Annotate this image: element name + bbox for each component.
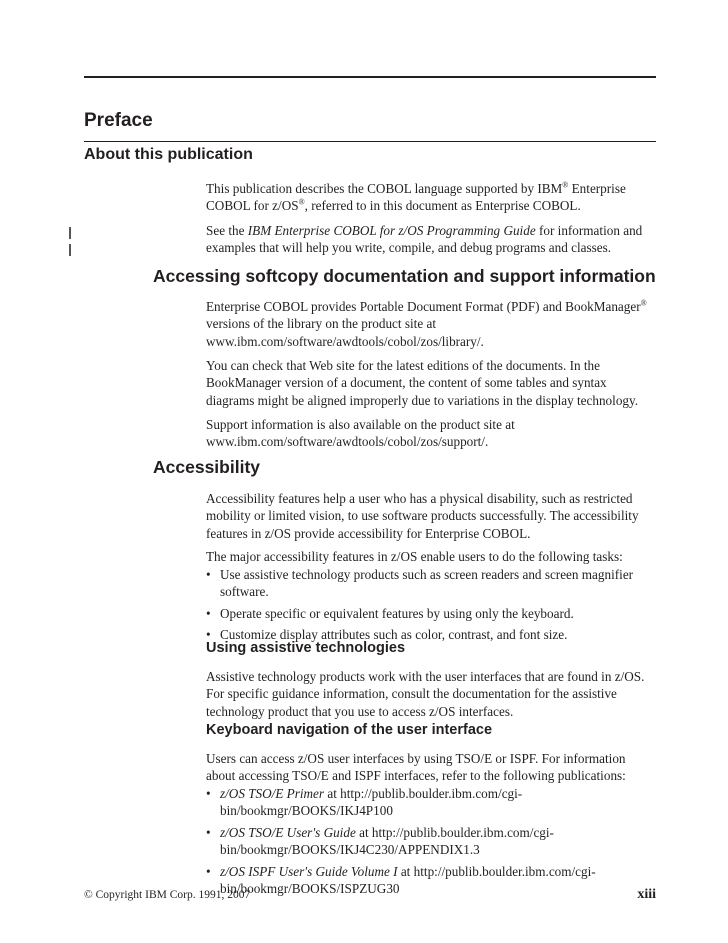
chapter-title: Preface <box>84 110 153 131</box>
publication-list <box>206 785 656 901</box>
keyboard-paragraph: Users can access z/OS user interfaces by using TSO/E or ISPF. For information about accessing TSO/E and ISPF interfaces, refer to the following publications: <box>206 751 626 784</box>
assistive-paragraph: Assistive technology products work with the user interfaces that are found in z/OS. For specific guidance information, consult the documentation for the assistive technology product that you use to access z/OS interfaces. <box>206 669 645 719</box>
softcopy-paragraph-3: Support information is also available on the product site at www.ibm.com/software/awdtools/cobol/zos/support/. <box>206 417 515 450</box>
keyboard-heading: Keyboard navigation of the user interface <box>206 722 493 738</box>
softcopy-heading: Accessing softcopy documentation and support information <box>153 266 656 286</box>
softcopy-paragraph-1: Enterprise COBOL provides Portable Document Format (PDF) and BookManager® versions of the library on the product site at www.ibm.com/software/awdtools/cobol/zos/library/. <box>206 298 647 349</box>
list-item: • z/OS TSO/E Primer at http://publib.boulder.ibm.com/cgi-bin/bookmgr/BOOKS/IKJ4P100 <box>206 786 523 819</box>
list-item: • z/OS ISPF User's Guide Volume I at http://publib.boulder.ibm.com/cgi-bin/bookmgr/BOOKS/ISPZUG30 <box>206 863 596 897</box>
revision-bar <box>69 244 71 256</box>
list-item: • z/OS TSO/E User's Guide at http://publib.boulder.ibm.com/cgi-bin/bookmgr/BOOKS/IKJ4C230/APPENDIX1.3 <box>206 824 554 858</box>
assistive-heading: Using assistive technologies <box>206 640 406 656</box>
revision-bar <box>69 227 71 239</box>
accessibility-task-list <box>206 566 656 648</box>
top-rule <box>84 76 656 78</box>
copyright-notice: © Copyright IBM Corp. 1991, 2007 <box>84 889 251 901</box>
section-rule <box>84 141 656 142</box>
about-paragraph-1: This publication describes the COBOL language supported by IBM® Enterprise COBOL for z/OS®, referred to in this document as Enterprise COBOL. <box>206 180 626 214</box>
list-item: • Use assistive technology products such as screen readers and screen magnifier software. <box>206 567 634 600</box>
list-item: • Customize display attributes such as color, contrast, and font size. <box>206 627 568 643</box>
page-number: xiii <box>637 887 656 902</box>
accessibility-heading: Accessibility <box>153 457 260 477</box>
list-item: • Operate specific or equivalent features by using only the keyboard. <box>206 605 574 621</box>
accessibility-paragraph-1: Accessibility features help a user who has a physical disability, such as restricted mobility or limited vision, to use software products successfully. The accessibility features in z/OS provide accessibility for Enterprise COBOL. <box>206 491 639 541</box>
about-heading: About this publication <box>84 146 253 163</box>
about-paragraph-2: See the IBM Enterprise COBOL for z/OS Programming Guide for information and examples that will help you write, compile, and debug programs and classes. <box>206 223 643 256</box>
accessibility-paragraph-2: The major accessibility features in z/OS enable users to do the following tasks: <box>206 549 623 564</box>
softcopy-paragraph-2: You can check that Web site for the latest editions of the documents. In the BookManager version of a document, the content of some tables and syntax diagrams might be aligned improperly due to variations in the display technology. <box>206 358 639 408</box>
